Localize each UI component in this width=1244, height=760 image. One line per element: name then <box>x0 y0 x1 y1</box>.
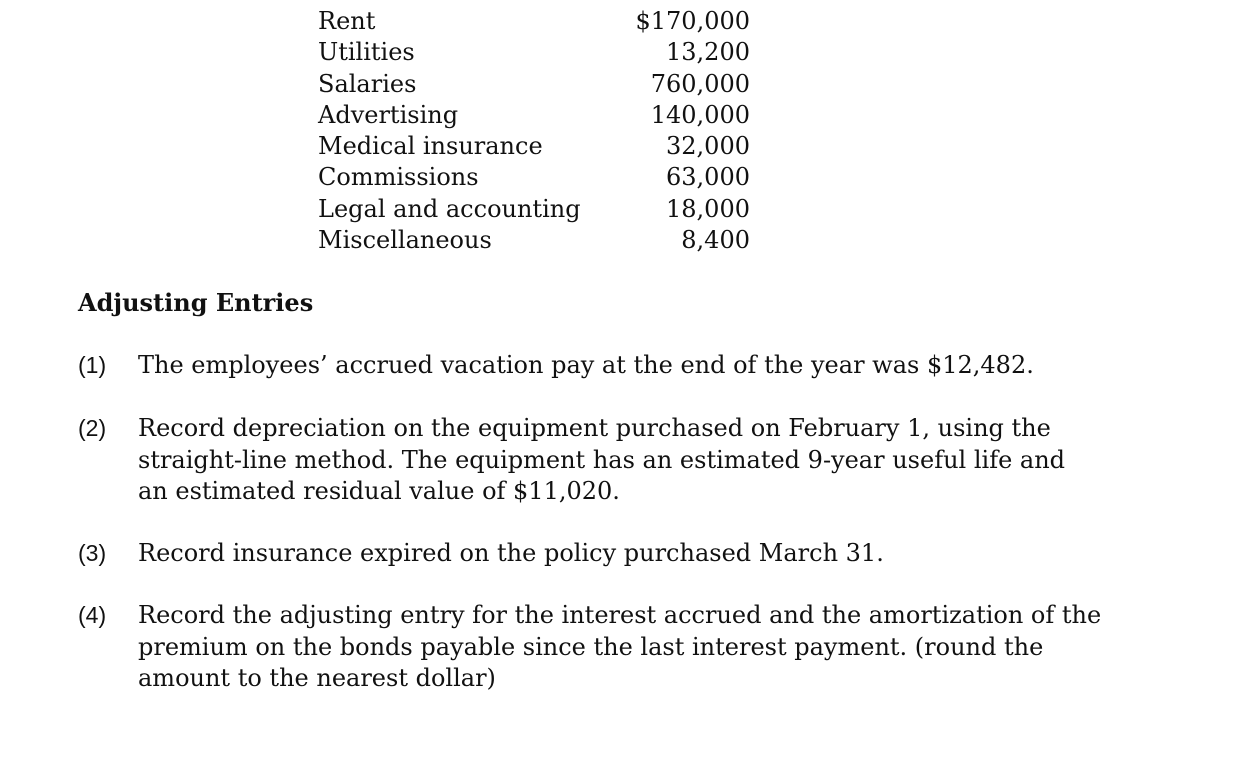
adjusting-entry-4 <box>78 600 1218 695</box>
entry-number: (1) <box>78 352 107 378</box>
expense-row-medical-insurance <box>318 131 750 162</box>
expense-row-rent <box>318 6 750 37</box>
expense-label: Legal and accounting <box>318 194 581 223</box>
expense-amount: $170,000 <box>635 7 750 35</box>
expense-amount: 63,000 <box>666 163 750 192</box>
expense-row-legal-and-accounting <box>318 194 750 225</box>
expense-table <box>318 6 750 256</box>
expense-row-advertising <box>318 100 750 131</box>
expense-amount: 32,000 <box>666 132 750 161</box>
expense-amount: 8,400 <box>681 226 750 255</box>
entry-text: Record the adjusting entry for the interest accrued and the amortization of the premium on the bonds payable since the last interest payment. (round the amount to the nearest dollar) <box>138 601 1102 692</box>
expense-row-commissions <box>318 162 750 193</box>
entry-number: (4) <box>78 602 107 628</box>
expense-label: Commissions <box>318 163 479 192</box>
expense-amount: 140,000 <box>650 100 750 129</box>
adjusting-entry-3 <box>78 538 1218 570</box>
expense-row-miscellaneous <box>318 225 750 256</box>
adjusting-entry-1 <box>78 350 1218 382</box>
expense-amount: 13,200 <box>666 38 750 67</box>
expense-label: Miscellaneous <box>318 226 492 255</box>
entry-text: Record insurance expired on the policy purchased March 31. <box>138 539 884 567</box>
expense-label: Medical insurance <box>318 132 543 161</box>
expense-row-salaries <box>318 69 750 100</box>
expense-amount: 18,000 <box>666 194 750 223</box>
entry-text: Record depreciation on the equipment purchased on February 1, using the straight-line method. The equipment has an estimated 9-year useful life and an estimated residual value of $11,020. <box>138 414 1066 505</box>
expense-amount: 760,000 <box>650 69 750 98</box>
adjusting-entries-heading: Adjusting Entries <box>78 288 314 317</box>
expense-row-utilities <box>318 37 750 68</box>
adjusting-entry-2 <box>78 413 1218 508</box>
entry-text: The employees’ accrued vacation pay at the end of the year was $12,482. <box>138 351 1034 379</box>
expense-label: Utilities <box>318 38 415 67</box>
expense-label: Rent <box>318 7 376 35</box>
entry-number: (2) <box>78 415 107 441</box>
expense-label: Salaries <box>318 69 417 98</box>
entry-number: (3) <box>78 540 107 566</box>
expense-label: Advertising <box>318 100 459 129</box>
